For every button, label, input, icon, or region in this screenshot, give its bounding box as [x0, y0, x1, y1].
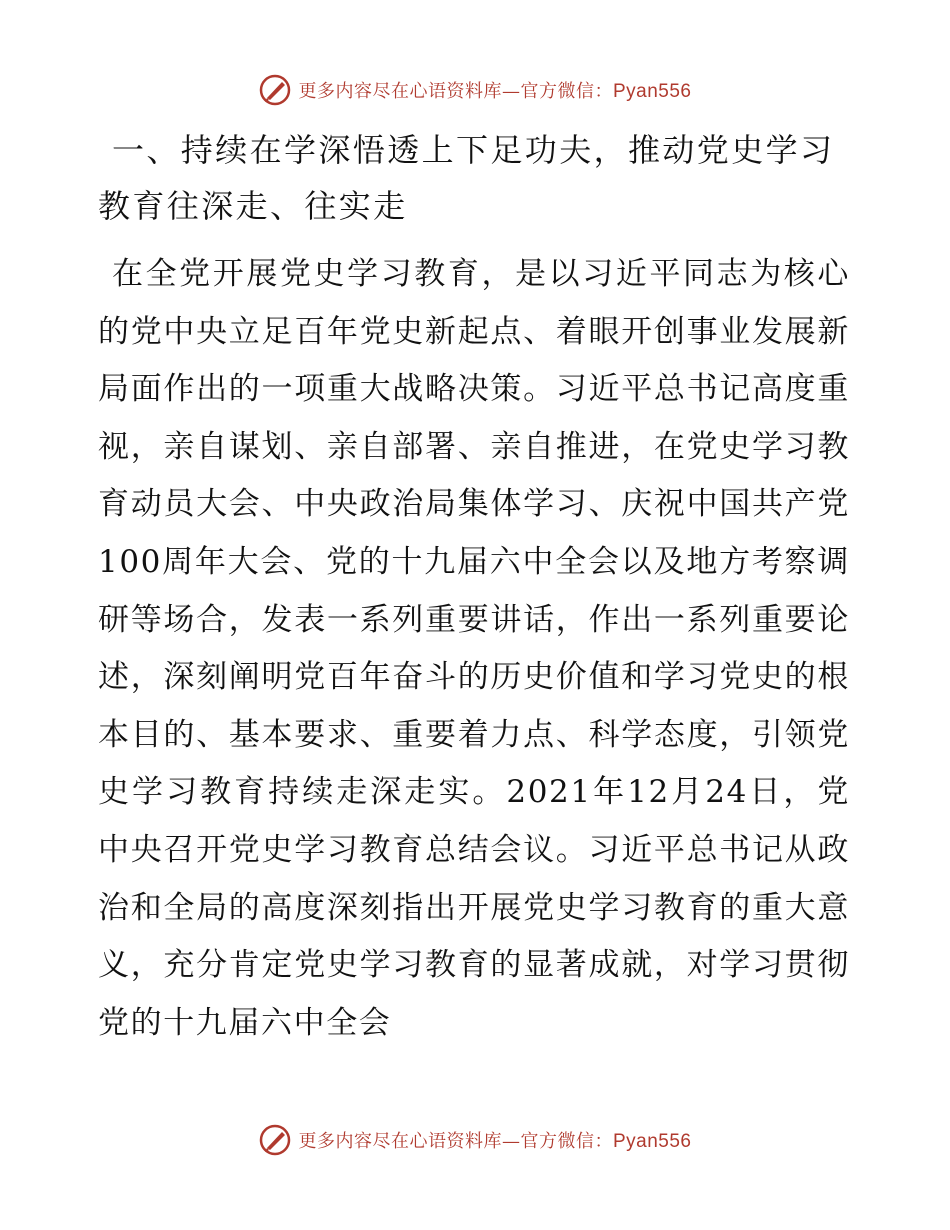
watermark-id: Pyan556 — [612, 1131, 692, 1152]
section-heading: 一、持续在学深悟透上下足功夫，推动党史学习教育往深走、往实走 — [98, 131, 835, 225]
watermark-text: 更多内容尽在心语资料库—官方微信：Pyan556 — [298, 1131, 692, 1152]
watermark-text: 更多内容尽在心语资料库—官方微信：Pyan556 — [298, 81, 692, 102]
watermark-id: Pyan556 — [612, 81, 692, 102]
footer-watermark — [0, 1120, 950, 1160]
body-paragraph: 在全党开展党史学习教育，是以习近平同志为核心的党中央立足百年党史新起点、着眼开创事业发展新局面作出的一项重大战略决策。习近平总书记高度重视，亲自谋划、亲自部署、亲自推进，在党史学习教育动员大会、中央政治局集体学习、庆祝中国共产党100周年大会、党的十九届六中全会以及地方考察调研等场合，发表一系列重要讲话，作出一系列重要论述，深刻阐明党百年奋斗的历史价值和学习党史的根本目的、基本要求、重要着力点、科学态度，引领党史学习教育持续走深走实。2021年12月24日，党中央召开党史学习教育总结会议。习近平总书记从政治和全局的高度深刻指出开展党史学习教育的重大意义，充分肯定党史学习教育的显著成就，对学习贯彻党的十九届六中全会 — [98, 256, 850, 1041]
quill-logo-icon — [258, 1123, 292, 1157]
document-body — [98, 122, 850, 1052]
header-watermark — [0, 70, 950, 110]
quill-logo-icon — [258, 73, 292, 107]
